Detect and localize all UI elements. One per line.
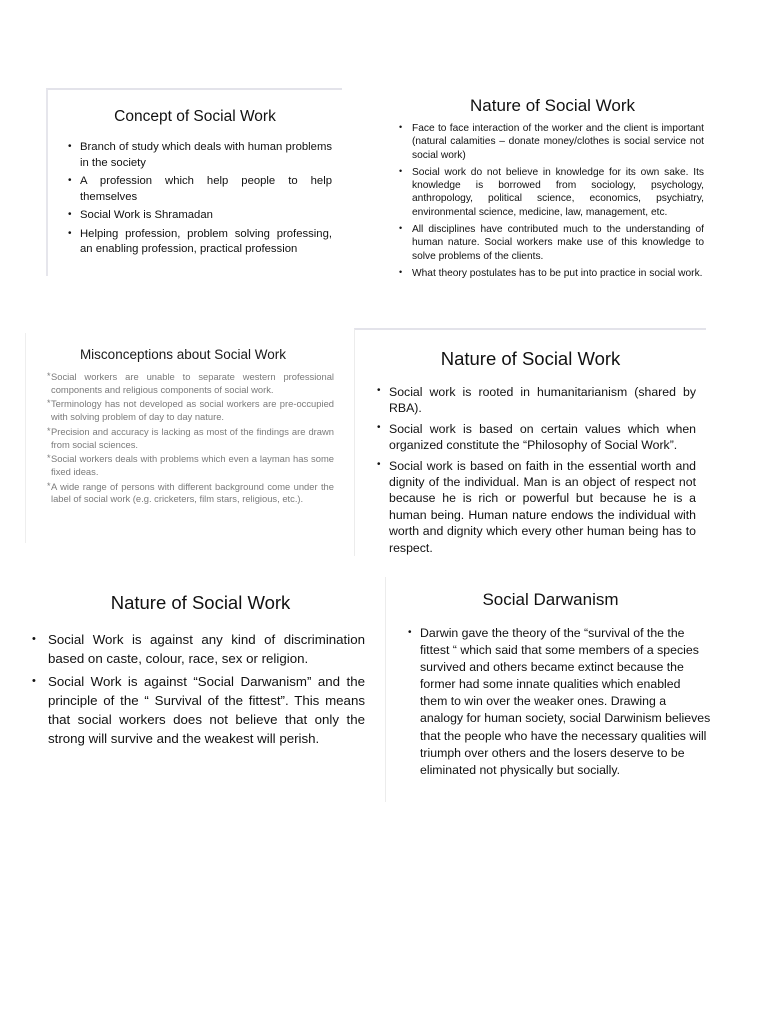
bullet-icon: • [68,175,72,186]
slide-title: Misconceptions about Social Work [79,347,287,362]
slide-title: Nature of Social Work [440,348,621,369]
bullet-list [377,384,696,556]
slide-nature-of-social-work-1 [395,94,710,304]
list-item: * Social workers are unable to separate western professional components and religious components of social work. [47,371,334,395]
slide-misconceptions-about-social-work [25,333,340,543]
slide-social-darwanism [385,577,715,802]
bullet-icon: • [377,458,381,470]
bullet-icon: • [399,266,403,277]
list-item: • Branch of study which deals with human problems in the society [68,141,332,169]
asterisk-bullet-icon: * [47,398,51,409]
list-item: * Precision and accuracy is lacking as most of the findings are drawn from social sciences. [47,425,334,450]
list-item: • Social work do not believe in knowledge for its own sake. Its knowledge is borrowed from sociology, psychology, anthropology, political science, economics, psychiatry, environmental science, medicine, law, management, etc. [399,165,704,218]
bullet-icon: • [32,674,36,687]
list-item: • Face to face interaction of the worker and the client is important (natural calamities – donate money/clothes is social service not social work) [399,122,704,161]
bullet-icon: • [399,122,403,132]
bullet-icon: • [399,165,403,176]
slide-title: Concept of Social Work [114,108,276,125]
list-item: • Social Work is against any kind of discrimination based on caste, colour, race, sex or religion. [32,632,365,667]
bullet-list [408,625,711,779]
bullet-icon: • [408,627,412,638]
slide-nature-of-social-work-3 [28,583,373,803]
slide-title: Nature of Social Work [469,96,636,115]
bullet-icon: • [68,227,72,239]
list-item: • Social work is based on faith in the essential worth and dignity of the individual. Man is an object of respect not because he is rich or powerful but because he is a human being. Human nature endows the individual with worth and dignity which every other human being has to respect. [377,458,696,555]
bullet-icon: • [68,209,72,220]
list-item: • A profession which help people to help themselves [68,175,332,203]
list-item: * A wide range of persons with different background come under the label of social work (e.g. cricketers, film stars, religious, etc.). [47,480,334,505]
slide-nature-of-social-work-2 [354,328,706,556]
bullet-icon: • [68,141,72,152]
asterisk-bullet-icon: * [47,453,51,464]
list-item: • Social Work is Shramadan [68,209,213,221]
bullet-list [68,140,332,258]
bullet-icon: • [32,633,36,645]
list-item: • Helping profession, problem solving professing, an enabling profession, practical profession [68,227,332,255]
list-item: • All disciplines have contributed much to the understanding of human nature. Social workers make use of this knowledge to solve problems of the clients. [399,223,704,262]
slide-concept-of-social-work [46,88,342,276]
list-item: • Social work is rooted in humanitarianism (shared by RBA). [377,385,696,416]
slide-title: Nature of Social Work [110,592,291,613]
bullet-icon: • [399,223,403,234]
list-item: • What theory postulates has to be put into practice in social work. [399,266,703,279]
slide-title: Social Darwanism [482,590,619,609]
list-item: • Social Work is against “Social Darwanism” and the principle of the “ Survival of the fittest”. This means that social workers does not believe that only the strong will survive and the weakest will perish. [32,673,365,747]
list-item: • Darwin gave the theory of the “survival of the the fittest “ which said that some members of a species survived and others became extinct because the former had some innate qualities which enabled them to win over the weaker ones. Drawing a analogy for human society, social Darwinism believes that the people who have the necessary qualities will triumph over others and the losers deserve to be eliminated not physically but socially. [408,626,711,777]
list-item: * Terminology has not developed as social workers are pre-occupied with solving problem of day to day nature. [47,398,334,423]
list-item: * Social workers deals with problems which even a layman has some fixed ideas. [47,453,334,477]
bullet-list [399,122,704,280]
bullet-icon: • [377,385,381,396]
bullet-icon: • [377,421,381,433]
bullet-list [47,371,334,506]
bullet-list [32,630,365,749]
list-item: • Social work is based on certain values which when organized constitute the “Philosophy of Social Work”. [377,421,696,453]
asterisk-bullet-icon: * [47,371,51,381]
asterisk-bullet-icon: * [47,425,51,436]
asterisk-bullet-icon: * [47,480,51,491]
